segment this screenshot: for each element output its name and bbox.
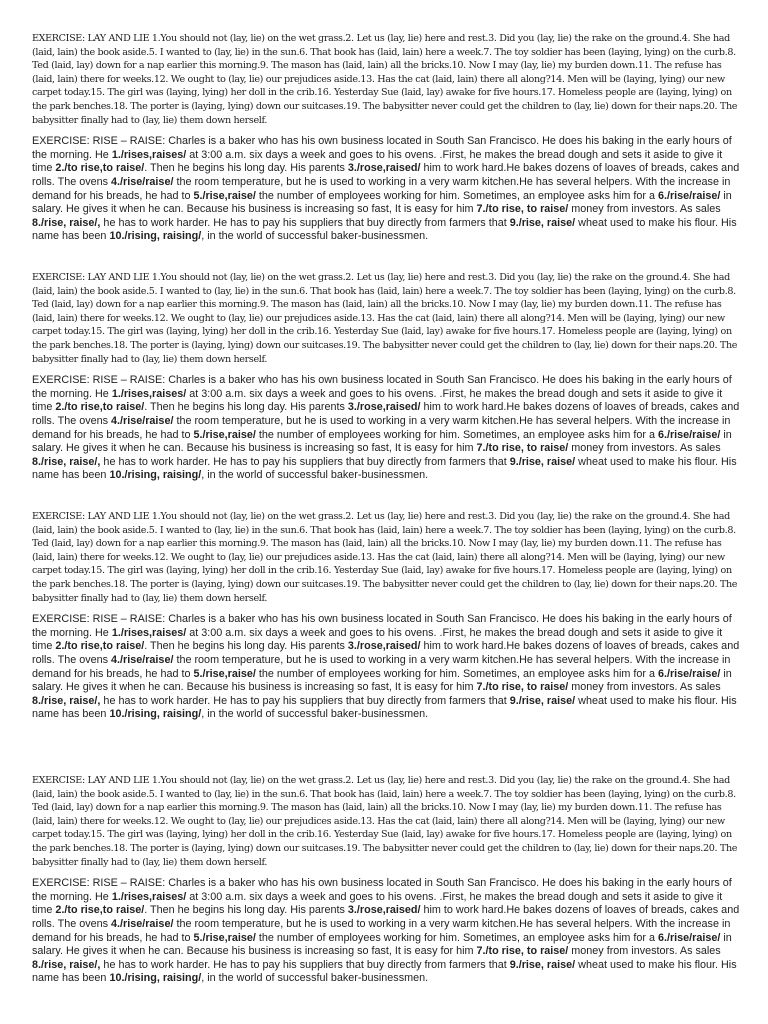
rise-raise-exercise: EXERCISE: RISE – RAISE: Charles is a baker who has his own business located in South San Francisco. He does his baking in the early hours of the morning. He 1./rises,raises/ at 3:00 a.m. six days a week and goes to his ovens. .First, he makes the bread dough and sets it aside to give it time 2./to rise,to raise/. Then he begins his long day. His parents 3./rose,raised/ him to work hard.He bakes dozens of loaves of breads, cakes and rolls. The ovens 4./rise/raise/ the room temperature, but he is used to working in a very warm kitchen.He has several helpers. With the increase in demand for his breads, he had to 5./rise,raise/ the number of employees working for him. Sometimes, an employee asks him for a 6./rise/raise/ in salary. He gives it when he can. Because his business is increasing so fast, It is easy for him 7./to rise, to raise/ money from investors. As sales 8./rise, raise/, he has to work harder. He has to pay his suppliers that buy directly from farmers that 9./rise, raise/ wheat used to make his flour. His name has been 10./rising, raising/, in the world of successful baker-businessmen. [32, 613, 740, 721]
exercise-section-1 [32, 32, 744, 244]
lay-lie-exercise: EXERCISE: LAY AND LIE 1.You should not (lay, lie) on the wet grass.2. Let us (lay, lie) here and rest.3. Did you (lay, lie) the rake on the ground.4. She had (laid, lain) the book aside.5. I wanted to (lay, lie) in the sun.6. That book has (laid, lain) here a week.7. The toy soldier has been (laying, lying) on the curb.8. Ted (laid, lay) down for a nap earlier this morning.9. The mason has (laid, lain) all the bricks.10. Now I may (lay, lie) my burden down.11. The refuse has (laid, lain) there for weeks.12. We ought to (lay, lie) our prejudices aside.13. Has the cat (laid, lain) there all along?14. Men will be (laying, lying) our new carpet today.15. The girl was (laying, lying) her doll in the crib.16. Yesterday Sue (laid, lay) awake for five hours.17. Homeless people are (laying, lying) on the park benches.18. The porter is (laying, lying) down our suitcases.19. The babysitter never could get the children to (lay, lie) down for their naps.20. The babysitter finally had to (lay, lie) them down herself. [32, 775, 738, 868]
lay-lie-exercise: EXERCISE: LAY AND LIE 1.You should not (lay, lie) on the wet grass.2. Let us (lay, lie) here and rest.3. Did you (lay, lie) the rake on the ground.4. She had (laid, lain) the book aside.5. I wanted to (lay, lie) in the sun.6. That book has (laid, lain) here a week.7. The toy soldier has been (laying, lying) on the curb.8. Ted (laid, lay) down for a nap earlier this morning.9. The mason has (laid, lain) all the bricks.10. Now I may (lay, lie) my burden down.11. The refuse has (laid, lain) there for weeks.12. We ought to (lay, lie) our prejudices aside.13. Has the cat (laid, lain) there all along?14. Men will be (laying, lying) our new carpet today.15. The girl was (laying, lying) her doll in the crib.16. Yesterday Sue (laid, lay) awake for five hours.17. Homeless people are (laying, lying) on the park benches.18. The porter is (laying, lying) down our suitcases.19. The babysitter never could get the children to (lay, lie) down for their naps.20. The babysitter finally had to (lay, lie) them down herself. [32, 33, 738, 126]
exercise-section-2 [32, 271, 744, 483]
rise-raise-exercise: EXERCISE: RISE – RAISE: Charles is a baker who has his own business located in South San Francisco. He does his baking in the early hours of the morning. He 1./rises,raises/ at 3:00 a.m. six days a week and goes to his ovens. .First, he makes the bread dough and sets it aside to give it time 2./to rise,to raise/. Then he begins his long day. His parents 3./rose,raised/ him to work hard.He bakes dozens of loaves of breads, cakes and rolls. The ovens 4./rise/raise/ the room temperature, but he is used to working in a very warm kitchen.He has several helpers. With the increase in demand for his breads, he had to 5./rise,raise/ the number of employees working for him. Sometimes, an employee asks him for a 6./rise/raise/ in salary. He gives it when he can. Because his business is increasing so fast, It is easy for him 7./to rise, to raise/ money from investors. As sales 8./rise, raise/, he has to work harder. He has to pay his suppliers that buy directly from farmers that 9./rise, raise/ wheat used to make his flour. His name has been 10./rising, raising/, in the world of successful baker-businessmen. [32, 877, 740, 985]
rise-raise-exercise: EXERCISE: RISE – RAISE: Charles is a baker who has his own business located in South San Francisco. He does his baking in the early hours of the morning. He 1./rises,raises/ at 3:00 a.m. six days a week and goes to his ovens. .First, he makes the bread dough and sets it aside to give it time 2./to rise,to raise/. Then he begins his long day. His parents 3./rose,raised/ him to work hard.He bakes dozens of loaves of breads, cakes and rolls. The ovens 4./rise/raise/ the room temperature, but he is used to working in a very warm kitchen.He has several helpers. With the increase in demand for his breads, he had to 5./rise,raise/ the number of employees working for him. Sometimes, an employee asks him for a 6./rise/raise/ in salary. He gives it when he can. Because his business is increasing so fast, It is easy for him 7./to rise, to raise/ money from investors. As sales 8./rise, raise/, he has to work harder. He has to pay his suppliers that buy directly from farmers that 9./rise, raise/ wheat used to make his flour. His name has been 10./rising, raising/, in the world of successful baker-businessmen. [32, 374, 740, 482]
exercise-section-3 [32, 510, 744, 722]
lay-lie-exercise: EXERCISE: LAY AND LIE 1.You should not (lay, lie) on the wet grass.2. Let us (lay, lie) here and rest.3. Did you (lay, lie) the rake on the ground.4. She had (laid, lain) the book aside.5. I wanted to (lay, lie) in the sun.6. That book has (laid, lain) here a week.7. The toy soldier has been (laying, lying) on the curb.8. Ted (laid, lay) down for a nap earlier this morning.9. The mason has (laid, lain) all the bricks.10. Now I may (lay, lie) my burden down.11. The refuse has (laid, lain) there for weeks.12. We ought to (lay, lie) our prejudices aside.13. Has the cat (laid, lain) there all along?14. Men will be (laying, lying) our new carpet today.15. The girl was (laying, lying) her doll in the crib.16. Yesterday Sue (laid, lay) awake for five hours.17. Homeless people are (laying, lying) on the park benches.18. The porter is (laying, lying) down our suitcases.19. The babysitter never could get the children to (lay, lie) down for their naps.20. The babysitter finally had to (lay, lie) them down herself. [32, 511, 738, 604]
lay-lie-exercise: EXERCISE: LAY AND LIE 1.You should not (lay, lie) on the wet grass.2. Let us (lay, lie) here and rest.3. Did you (lay, lie) the rake on the ground.4. She had (laid, lain) the book aside.5. I wanted to (lay, lie) in the sun.6. That book has (laid, lain) here a week.7. The toy soldier has been (laying, lying) on the curb.8. Ted (laid, lay) down for a nap earlier this morning.9. The mason has (laid, lain) all the bricks.10. Now I may (lay, lie) my burden down.11. The refuse has (laid, lain) there for weeks.12. We ought to (lay, lie) our prejudices aside.13. Has the cat (laid, lain) there all along?14. Men will be (laying, lying) our new carpet today.15. The girl was (laying, lying) her doll in the crib.16. Yesterday Sue (laid, lay) awake for five hours.17. Homeless people are (laying, lying) on the park benches.18. The porter is (laying, lying) down our suitcases.19. The babysitter never could get the children to (lay, lie) down for their naps.20. The babysitter finally had to (lay, lie) them down herself. [32, 272, 738, 365]
exercise-section-4 [32, 774, 744, 986]
rise-raise-exercise: EXERCISE: RISE – RAISE: Charles is a baker who has his own business located in South San Francisco. He does his baking in the early hours of the morning. He 1./rises,raises/ at 3:00 a.m. six days a week and goes to his ovens. .First, he makes the bread dough and sets it aside to give it time 2./to rise,to raise/. Then he begins his long day. His parents 3./rose,raised/ him to work hard.He bakes dozens of loaves of breads, cakes and rolls. The ovens 4./rise/raise/ the room temperature, but he is used to working in a very warm kitchen.He has several helpers. With the increase in demand for his breads, he had to 5./rise,raise/ the number of employees working for him. Sometimes, an employee asks him for a 6./rise/raise/ in salary. He gives it when he can. Because his business is increasing so fast, It is easy for him 7./to rise, to raise/ money from investors. As sales 8./rise, raise/, he has to work harder. He has to pay his suppliers that buy directly from farmers that 9./rise, raise/ wheat used to make his flour. His name has been 10./rising, raising/, in the world of successful baker-businessmen. [32, 135, 740, 243]
